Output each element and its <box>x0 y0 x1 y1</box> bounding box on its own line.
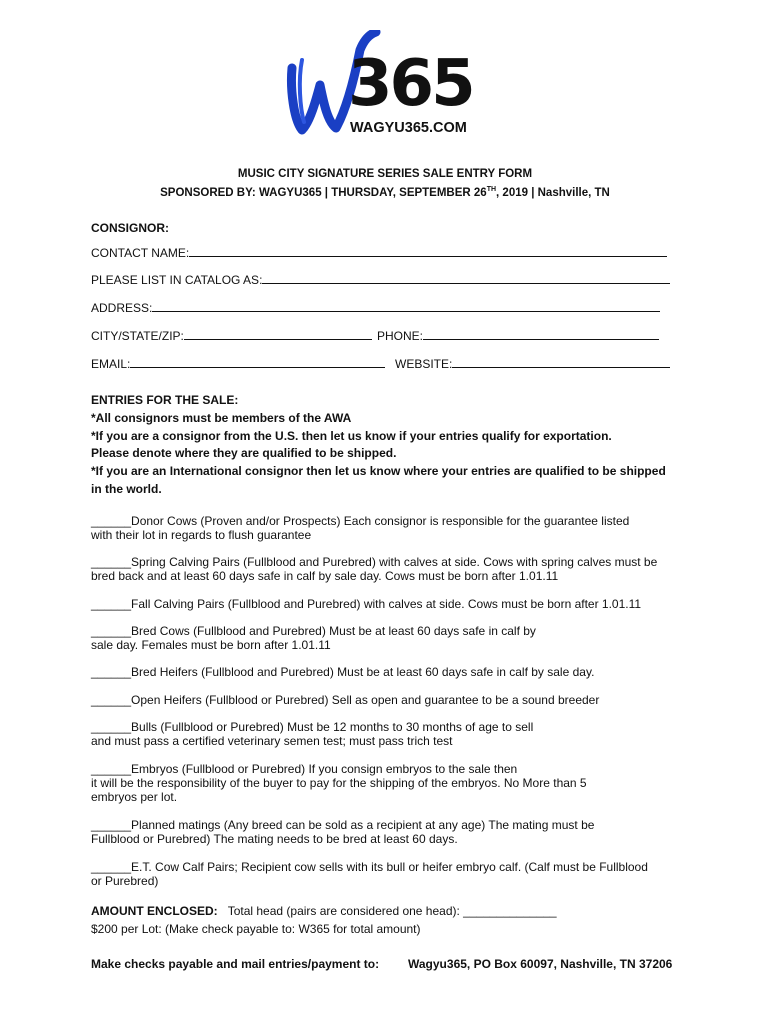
entries-note-4a: *If you are an International consignor then let us know where your entries are qualified to be shipped <box>91 464 666 478</box>
phone-field[interactable] <box>377 329 659 343</box>
entry-item-planned-matings[interactable]: ______Planned matings (Any breed can be sold as a recipient at any age) The mating must be Fullblood or Purebred) The mating needs to be bred at least 60 days. <box>91 818 595 846</box>
form-subtitle: SPONSORED BY: WAGYU365 | THURSDAY, SEPTEMBER 26TH, 2019 | Nashville, TN <box>160 186 610 199</box>
catalog-label: PLEASE LIST IN CATALOG AS: <box>91 273 263 287</box>
mail-address: Wagyu365, PO Box 60097, Nashville, TN 37206 <box>408 957 673 971</box>
website-line[interactable] <box>452 367 670 368</box>
form-title: MUSIC CITY SIGNATURE SERIES SALE ENTRY FORM <box>237 168 533 180</box>
consignor-heading: CONSIGNOR: <box>91 221 169 235</box>
city-label: CITY/STATE/ZIP: <box>91 329 184 343</box>
phone-label: PHONE: <box>377 329 424 343</box>
entry-item-et-pairs[interactable]: ______E.T. Cow Calf Pairs; Recipient cow sells with its bull or heifer embryo calf. (Calf must be Fullblood or Purebred) <box>91 860 648 888</box>
entries-heading: ENTRIES FOR THE SALE: <box>91 393 239 407</box>
logo-number: 365 <box>348 47 473 121</box>
contact-name-line[interactable] <box>189 256 667 257</box>
city-field[interactable] <box>91 329 372 343</box>
contact-name-field[interactable] <box>91 246 667 260</box>
catalog-field[interactable] <box>91 273 670 287</box>
entry-item-bred-cows[interactable]: ______Bred Cows (Fullblood and Purebred) Must be at least 60 days safe in calf by sale day. Females must be born after 1.01.11 <box>91 624 536 652</box>
entry-item-bred-heifers[interactable]: ______Bred Heifers (Fullblood and Purebred) Must be at least 60 days safe in calf by sale day. <box>91 665 595 679</box>
address-label: ADDRESS: <box>91 301 153 315</box>
entries-note-1: *All consignors must be members of the AWA <box>91 411 352 425</box>
website-label: WEBSITE: <box>395 357 453 371</box>
entry-item-open-heifers[interactable]: ______Open Heifers (Fullblood or Purebred) Sell as open and guarantee to be a sound breeder <box>91 693 600 707</box>
entry-item-donor-cows[interactable]: ______Donor Cows (Proven and/or Prospects) Each consignor is responsible for the guarantee listed with their lot in regards to flush guarantee <box>91 514 630 542</box>
per-lot-text: $200 per Lot: (Make check payable to: W365 for total amount) <box>91 922 421 936</box>
entry-item-embryos[interactable]: ______Embryos (Fullblood or Purebred) If you consign embryos to the sale then it will be the responsibility of the buyer to pay for the shipping of the embryos. No More than 5 embryos per lot. <box>91 762 587 804</box>
email-field[interactable] <box>91 357 385 371</box>
entry-item-spring-pairs[interactable]: ______Spring Calving Pairs (Fullblood and Purebred) with calves at side. Cows with spring calves must be bred back and at least 60 days safe in calf by sale day. Cows must be born after 1.01.11 <box>91 555 658 583</box>
entry-item-bulls[interactable]: ______Bulls (Fullblood or Purebred) Must be 12 months to 30 months of age to sell and must pass a certified veterinary semen test; must pass trich test <box>91 720 534 748</box>
total-head-field[interactable]: Total head (pairs are considered one head): ______________ <box>227 904 557 918</box>
amount-enclosed-row <box>91 904 557 918</box>
email-line[interactable] <box>130 367 385 368</box>
city-line[interactable] <box>184 339 372 340</box>
amount-label: AMOUNT ENCLOSED: <box>91 904 218 918</box>
address-field[interactable] <box>91 301 660 315</box>
entry-item-fall-pairs[interactable]: ______Fall Calving Pairs (Fullblood and Purebred) with calves at side. Cows must be born after 1.01.11 <box>91 597 642 611</box>
entries-note-3: Please denote where they are qualified to be shipped. <box>91 446 397 460</box>
phone-line[interactable] <box>423 339 659 340</box>
logo-site: WAGYU365.COM <box>350 120 467 136</box>
address-line[interactable] <box>152 311 660 312</box>
entries-note-2: *If you are a consignor from the U.S. then let us know if your entries qualify for exportation. <box>91 429 612 443</box>
entries-note-4b: in the world. <box>91 482 162 496</box>
catalog-line[interactable] <box>262 283 670 284</box>
email-label: EMAIL: <box>91 357 131 371</box>
mail-label: Make checks payable and mail entries/payment to: <box>91 957 380 971</box>
wagyu365-logo <box>280 30 495 145</box>
website-field[interactable] <box>395 357 670 371</box>
contact-name-label: CONTACT NAME: <box>91 246 190 260</box>
